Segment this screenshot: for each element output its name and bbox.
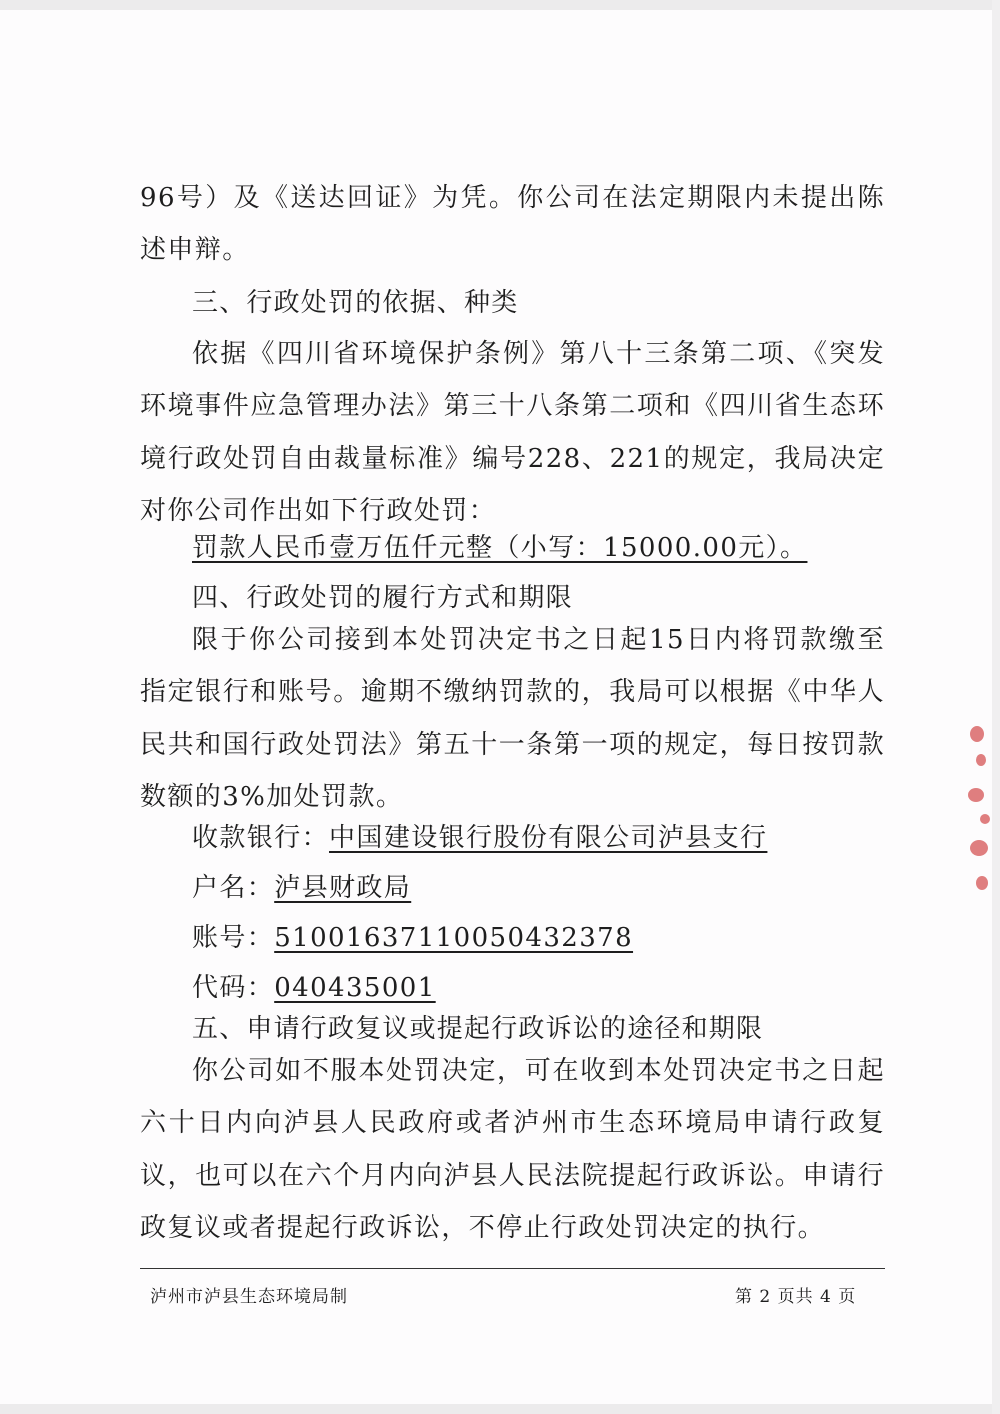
paragraph-basis: 依据《四川省环境保护条例》第八十三条第二项、《突发环境事件应急管理办法》第三十八条第二项和《四川省生态环境行政处罚自由裁量标准》编号228、221的规定，我局决定对你公司作出如下行政处罚： xyxy=(140,339,885,526)
scan-edge-top xyxy=(0,0,1000,10)
red-seal-fragment xyxy=(962,718,996,908)
paragraph-appeal: 你公司如不服本处罚决定，可在收到本处罚决定书之日起六十日内向泸县人民政府或者泸州市生态环境局申请行政复议，也可以在六个月内向泸县人民法院提起行政诉讼。申请行政复议或者提起行政诉讼，不停止行政处罚决定的执行。 xyxy=(140,1056,885,1243)
scan-edge-bottom xyxy=(0,1404,1000,1414)
payment-bank-row xyxy=(192,817,767,854)
account-value: 51001637110050432378 xyxy=(274,923,634,953)
code-value: 040435001 xyxy=(274,973,436,1003)
name-value: 泸县财政局 xyxy=(274,873,412,903)
heading-section-4: 四、行政处罚的履行方式和期限 xyxy=(192,583,573,613)
bank-value: 中国建设银行股份有限公司泸县支行 xyxy=(329,823,768,853)
paragraph-payment-terms: 限于你公司接到本处罚决定书之日起15日内将罚款缴至指定银行和账号。逾期不缴纳罚款的，我局可以根据《中华人民共和国行政处罚法》第五十一条第一项的规定，每日按罚款数额的3%加处罚款。 xyxy=(140,625,885,812)
account-label: 账号： xyxy=(192,923,275,953)
payment-code-row xyxy=(192,967,436,1004)
payment-account-row xyxy=(192,917,633,954)
bank-label: 收款银行： xyxy=(192,823,330,853)
name-label: 户名： xyxy=(192,873,275,903)
footer-page-number: 第 2 页共 4 页 xyxy=(735,1287,857,1307)
footer-issuer: 泸州市泸县生态环境局制 xyxy=(150,1287,348,1307)
paragraph-continued: 96号）及《送达回证》为凭。你公司在法定期限内未提出陈述申辩。 xyxy=(140,183,885,266)
heading-section-3: 三、行政处罚的依据、种类 xyxy=(192,288,519,318)
scan-edge-right xyxy=(992,0,1000,1414)
payment-name-row xyxy=(192,867,411,904)
code-label: 代码： xyxy=(192,973,275,1003)
penalty-amount: 罚款人民币壹万伍仟元整（小写：15000.00元）。 xyxy=(192,533,808,563)
footer-divider xyxy=(140,1268,885,1269)
heading-section-5: 五、申请行政复议或提起行政诉讼的途径和期限 xyxy=(192,1014,764,1044)
